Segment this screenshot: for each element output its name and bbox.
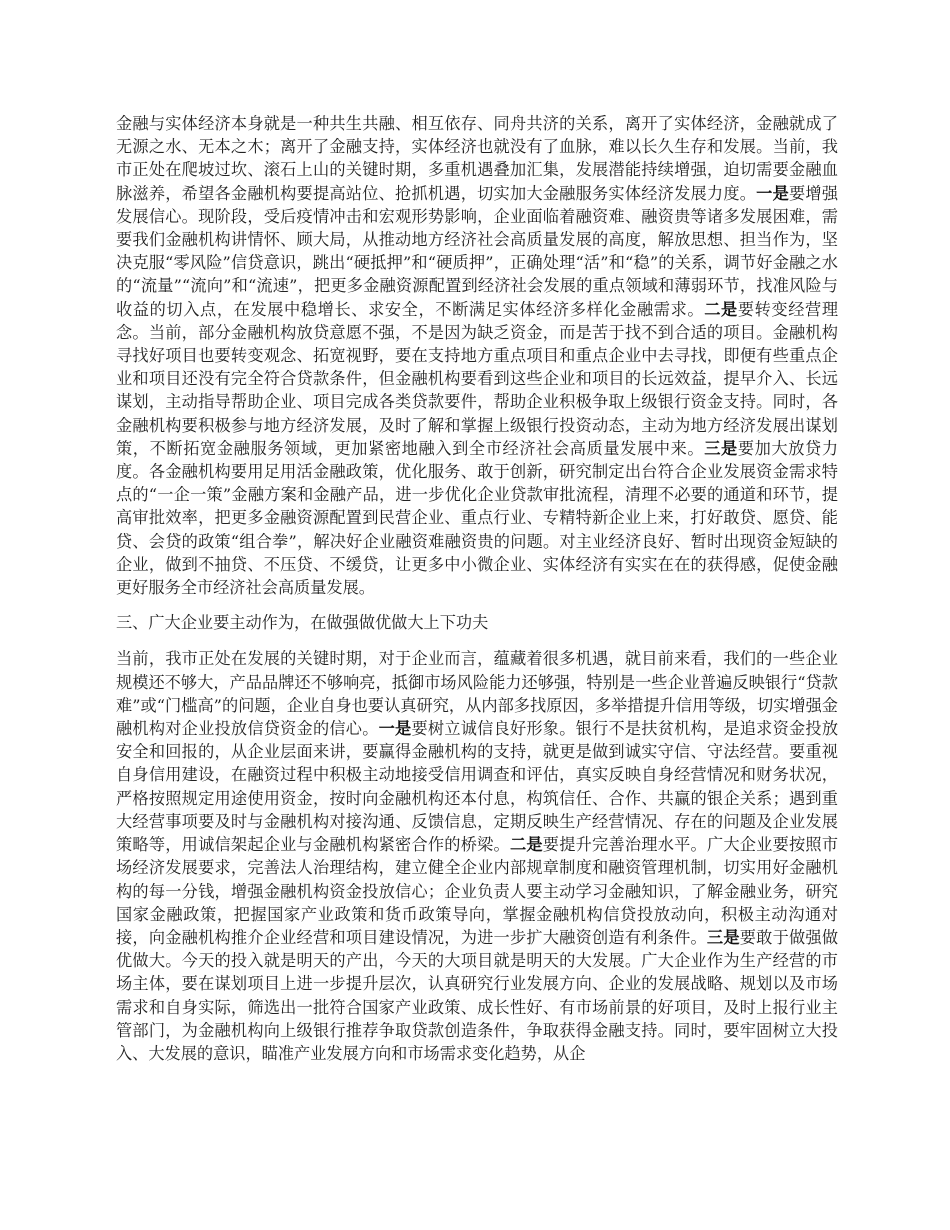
text-segment: 要增强发展信心。现阶段，受后疫情冲击和宏观形势影响，企业面临着融资难、融资贵等诸多发展困难，需要我们金融机构讲情怀、顾大局，从推动地方经济社会高质量发展的高度，解放思想、担当作为，坚决克服“零风险”信贷意识，跳出“硬抵押”和“硬质押”，正确处理“活”和“稳”的关系，调节好金融之水的“流量”“流向”和“流速”，把更多金融资源配置到经济社会发展的重点领域和薄弱环节，找准风险与收益的切入点，在发展中稳增长、求安全，不断满足实体经济多样化金融需求。 [116,183,839,319]
text-segment: 金融与实体经济本身就是一种共生共融、相互依存、同舟共济的关系，离开了实体经济，金融就成了无源之水、无本之木；离开了金融支持，实体经济也就没有了血脉，难以长久生存和发展。当前，我市正处在爬坡过坎、滚石上山的关键时期，多重机遇叠加汇集，发展潜能持续增强，迫切需要金融血脉滋养，希望各金融机构要提高站位、抢抓机遇，切实加大金融服务实体经济发展力度。 [116,114,838,203]
bold-keyword: 一是 [378,719,412,739]
bold-keyword: 二是 [704,299,738,319]
paragraph-finance-service [116,112,838,599]
bold-keyword: 三是 [706,927,740,947]
paragraph-enterprise-action [116,647,838,1065]
bold-keyword: 一是 [756,183,789,203]
text-segment: 要提升完善治理水平。广大企业要按照市场经济发展要求，完善法人治理结构，建立健全企业内部规章制度和融资管理机制，切实用好金融机构的每一分钱，增强金融机构资金投放信心；企业负责人要主动学习金融知识，了解金融业务，研究国家金融政策，把握国家产业政策和货币政策导向，掌握金融机构信贷投放动向，积极主动沟通对接，向金融机构推介企业经营和项目建设情况，为进一步扩大融资创造有利条件。 [116,835,839,947]
text-segment: 当前，我市正处在发展的关键时期，对于企业而言，蕴藏着很多机遇，就目前来看，我们的一些企业规模还不够大，产品品牌还不够响亮，抵御市场风险能力还够强，特别是一些企业普遍反映银行“贷款难”或“门槛高”的问题，企业自身也要认真研究，从内部多找原因，多举措提升信用等级，切实增强金融机构对企业投放信贷资金的信心。 [116,649,838,739]
section-heading: 三、广大企业要主动作为，在做强做优做大上下功夫 [116,613,489,633]
bold-keyword: 二是 [509,835,543,855]
document-page [116,112,838,1077]
bold-keyword: 三是 [704,438,738,458]
text-segment: 要加大放贷力度。各金融机构要用足用活金融政策，优化服务、敢于创新，研究制定出台符合企业发展资金需求特点的“一企一策”金融方案和金融产品，进一步优化企业贷款审批流程，清理不必要的通道和环节，提高审批效率，把更多金融资源配置到民营企业、重点行业、专精特新企业上来，打好敢贷、愿贷、能贷、会贷的政策“组合拳”，解决好企业融资难融资贵的问题。对主业经济良好、暂时出现资金短缺的企业，做到不抽贷、不压贷、不缓贷，让更多中小微企业、实体经济有实实在在的获得感，促使金融更好服务全市经济社会高质量发展。 [116,438,839,598]
text-segment: 要树立诚信良好形象。银行不是扶贫机构，是追求资金投放安全和回报的，从企业层面来讲，要赢得金融机构的支持，就更是做到诚实守信、守法经营。要重视自身信用建设，在融资过程中积极主动地接受信用调查和评估，真实反映自身经营情况和财务状况，严格按照规定用途使用资金，按时向金融机构还本付息，构筑信任、合作、共赢的银企关系；遇到重大经营事项要及时与金融机构对接沟通、反馈信息，定期反映生产经营情况、存在的问题及企业发展策略等，用诚信架起企业与金融机构紧密合作的桥梁。 [116,719,839,855]
text-segment: 要敢于做强做优做大。今天的投入就是明天的产出，今天的大项目就是明天的大发展。广大企业作为生产经营的市场主体，要在谋划项目上进一步提升层次，认真研究行业发展方向、企业的发展战略、规划以及市场需求和自身实际，筛选出一批符合国家产业政策、成长性好、有市场前景的好项目，及时上报行业主管部门，为金融机构向上级银行推荐争取贷款创造条件，争取获得金融支持。同时，要牢固树立大投入、大发展的意识，瞄准产业发展方向和市场需求变化趋势，从企 [116,927,839,1063]
text-segment: 要转变经营理念。当前，部分金融机构放贷意愿不强，不是因为缺乏资金，而是苦于找不到合适的项目。金融机构寻找好项目也要转变观念、拓宽视野，要在支持地方重点项目和重点企业中去寻找，即便有些重点企业和项目还没有完全符合贷款条件，但金融机构要看到这些企业和项目的长远效益，提早介入、长远谋划，主动指导帮助企业、项目完成各类贷款要件，帮助企业积极争取上级银行资金支持。同时，各金融机构要积极参与地方经济发展，及时了解和掌握上级银行投资动态，主动为地方经济发展出谋划策，不断拓宽金融服务领域，更加紧密地融入到全市经济社会高质量发展中来。 [116,299,839,458]
